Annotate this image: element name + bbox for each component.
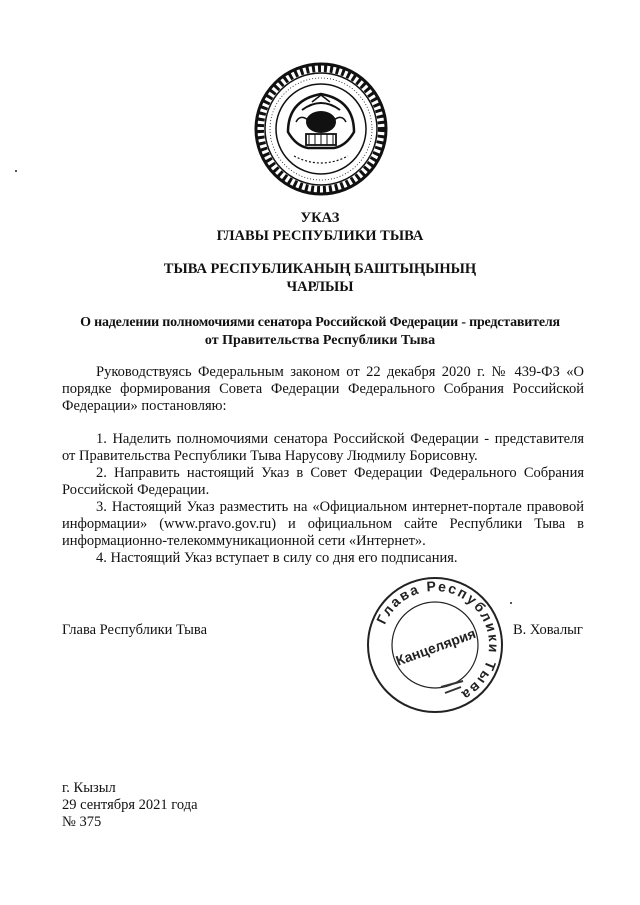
decree-title: УКАЗ [300, 210, 340, 226]
republic-emblem-icon [254, 62, 388, 196]
decree-item: 1. Наделить полномочиями сенатора Российской Федерации - представителя от Правительства Республики Тыва Нарусову Людмилу Борисовну. [62, 431, 584, 464]
stamp-ring-text: Глава Республики Тыва [372, 577, 503, 705]
chancellery-stamp [365, 575, 505, 715]
preamble-text: Руководствуясь Федеральным законом от 22 декабря 2020 г. № 439-ФЗ «О порядке формирования Совета Федерации Федерального Собрания Российской Федерации» постановляю: [62, 364, 584, 414]
decree-number: № 375 [62, 814, 102, 830]
issue-city: г. Кызыл [62, 780, 116, 796]
decree-authority: ГЛАВЫ РЕСПУБЛИКИ ТЫВА [216, 228, 424, 244]
subject-line-1: О наделении полномочиями сенатора Российской Федерации - представителя [80, 315, 560, 330]
preamble [62, 364, 584, 415]
tuvan-subtitle: ЧАРЛЫЫ [286, 279, 354, 295]
decree-item: 3. Настоящий Указ разместить на «Официальном интернет-портале правовой информации» (www.pravo.gov.ru) и официальном сайте Республики Тыва в информационно-телекоммуникационной сети «Интернет». [62, 499, 584, 549]
decree-item: 2. Направить настоящий Указ в Совет Федерации Федерального Собрания Российской Федерации. [62, 465, 584, 498]
subject-line-2: от Правительства Республики Тыва [204, 333, 436, 348]
signer-name: В. Ховалыг [513, 622, 583, 638]
decree-items [62, 431, 584, 567]
scan-speck [510, 602, 512, 604]
signer-position: Глава Республики Тыва [62, 622, 208, 638]
decree-item: 4. Настоящий Указ вступает в силу со дня его подписания. [96, 550, 458, 566]
tuvan-title: ТЫВА РЕСПУБЛИКАНЫҢ БАШТЫҢЫНЫҢ [163, 261, 477, 277]
scan-speck [15, 170, 17, 172]
issue-date: 29 сентября 2021 года [62, 797, 198, 813]
stamp-center-text: Канцелярия [393, 625, 478, 669]
